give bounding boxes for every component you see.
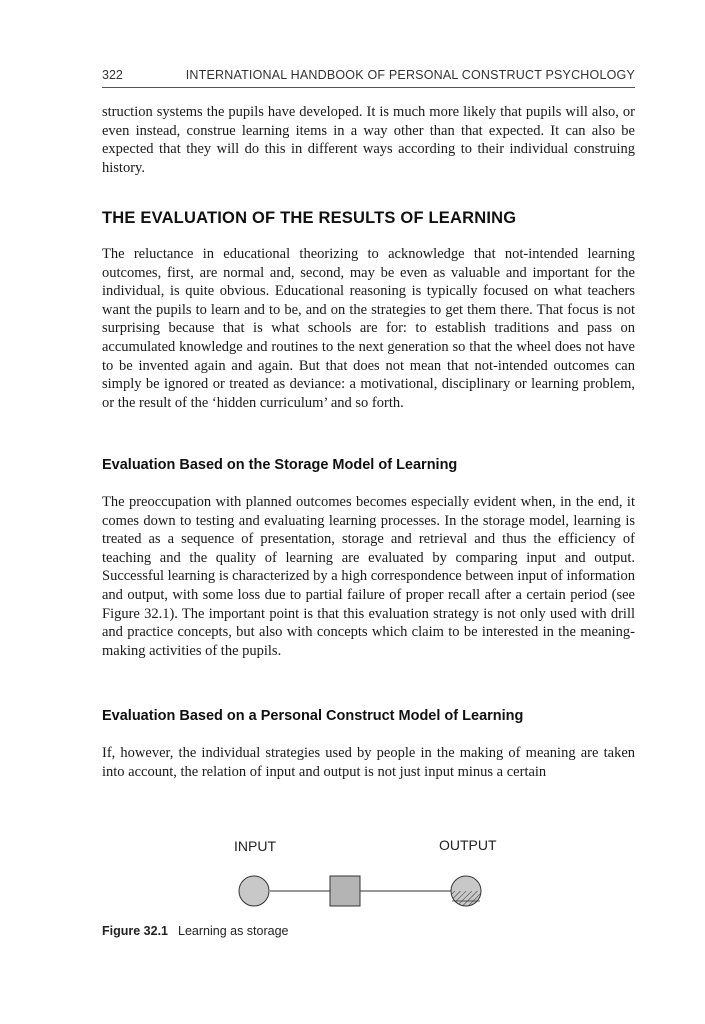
- storage-paragraph: The preoccupation with planned outcomes becomes especially evident when, in the end, it comes down to testing and evaluating learning processes. In the storage model, learning is treated as a sequence of presentation, storage and retrieval and thus the efficiency of teaching and the quality of learning are evaluated by comparing input and output. Successful learning is characterized by a high correspondence between input of information and output, with some loss due to partial failure of proper recall after a certain period (see Figure 32.1). The important point is that this evaluation strategy is not only used with drill and practice concepts, but also with concepts which claim to be interested in the meaning-making activities of the pupils.: [102, 494, 635, 659]
- running-head: [102, 67, 635, 88]
- intro-paragraph: struction systems the pupils have developed. It is much more likely that pupils will also, or even instead, construe learning items in a way other than that expected. It can also be expected that they will do this in different ways according to their individual construing history.: [102, 104, 635, 176]
- storage-paragraph-block: [102, 493, 635, 660]
- storage-heading-block: [102, 457, 635, 473]
- section-heading-block: [102, 209, 635, 228]
- intro-block: [102, 103, 635, 177]
- construct-paragraph-block: [102, 744, 635, 781]
- construct-subheading: Evaluation Based on a Personal Construct Model of Learning: [102, 708, 524, 724]
- figure-caption: [102, 924, 289, 938]
- output-label: OUTPUT: [439, 837, 497, 853]
- construct-paragraph: If, however, the individual strategies used by people in the making of meaning are taken into account, the relation of input and output is not just input minus a certain: [102, 745, 635, 780]
- section-paragraph: The reluctance in educational theorizing to acknowledge that not-intended learning outcomes, first, are normal and, second, may be even as valuable and important for the individual, is quite obvious. Educational reasoning is typically focused on what teachers want the pupils to learn and to be, and on the strategies to get them there. That focus is not surprising because that is what schools are for: to establish traditions and pass on accumulated knowledge and routines to the next generation so that the wheel does not have to be invented again and again. But that does not mean that not-intended outcomes can simply be ignored or treated as deviance: a motivational, disciplinary or learning problem, or the result of the ‘hidden curriculum’ and so forth.: [102, 246, 635, 411]
- figure-number: Figure 32.1: [102, 924, 168, 938]
- figure-caption-text: Learning as storage: [178, 924, 289, 938]
- page-number: 322: [102, 68, 123, 82]
- construct-heading-block: [102, 708, 635, 724]
- input-label: INPUT: [234, 838, 276, 854]
- storage-square: [330, 876, 360, 906]
- storage-subheading: Evaluation Based on the Storage Model of Learning: [102, 457, 458, 473]
- learning-as-storage-figure: [225, 832, 515, 914]
- section-paragraph-block: [102, 245, 635, 412]
- book-title: INTERNATIONAL HANDBOOK OF PERSONAL CONSTRUCT PSYCHOLOGY: [185, 68, 635, 82]
- input-circle: [239, 876, 269, 906]
- section-heading: THE EVALUATION OF THE RESULTS OF LEARNING: [102, 209, 517, 227]
